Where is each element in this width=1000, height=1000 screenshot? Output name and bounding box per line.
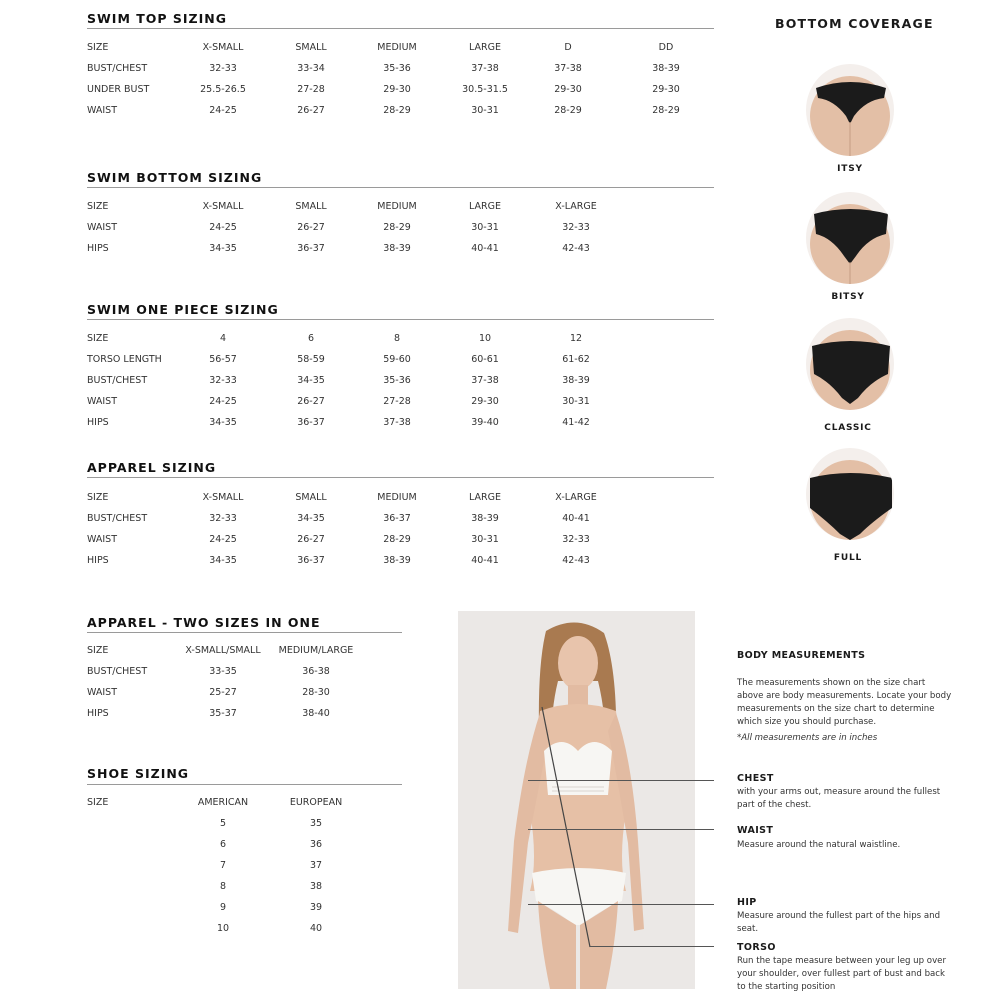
row-label: HIPS xyxy=(87,708,109,719)
table-cell: 30.5-31.5 xyxy=(462,84,508,95)
section-title: SWIM ONE PIECE SIZING xyxy=(87,302,279,317)
table-cell: 30-31 xyxy=(471,105,499,116)
section-title: SHOE SIZING xyxy=(87,766,190,781)
table-cell: 32-33 xyxy=(562,534,590,545)
row-label: TORSO LENGTH xyxy=(87,354,162,365)
table-cell: 36-37 xyxy=(383,513,411,524)
table-cell: 40-41 xyxy=(471,555,499,566)
table-cell: 35-36 xyxy=(383,375,411,386)
table-cell: 28-29 xyxy=(383,222,411,233)
classic-bottom-image xyxy=(806,318,894,410)
table-header-cell: AMERICAN xyxy=(197,797,249,808)
hip-text: Measure around the fullest part of the hips and seat. xyxy=(737,911,941,934)
table-cell: 36-37 xyxy=(297,417,325,428)
chest-pointer-line xyxy=(528,780,714,781)
table-header-cell: SMALL xyxy=(295,42,327,53)
row-label: BUST/CHEST xyxy=(87,375,148,386)
divider xyxy=(87,477,714,478)
table-cell: 32-33 xyxy=(562,222,590,233)
table-header-cell: SIZE xyxy=(87,492,109,503)
table-header-cell: X-LARGE xyxy=(555,492,597,503)
table-cell: 38-39 xyxy=(383,555,411,566)
table-cell: 6 xyxy=(219,839,227,850)
section-title: SWIM BOTTOM SIZING xyxy=(87,170,263,185)
table-cell: 38-39 xyxy=(562,375,590,386)
coverage-label: ITSY xyxy=(837,164,863,174)
table-cell: 29-30 xyxy=(383,84,411,95)
table-cell: 29-30 xyxy=(554,84,582,95)
table-cell: 32-33 xyxy=(209,513,237,524)
table-cell: 7 xyxy=(219,860,227,871)
chest-title: CHEST xyxy=(737,773,774,784)
table-header-cell: X-SMALL/SMALL xyxy=(185,645,261,656)
table-cell: 38 xyxy=(309,881,323,892)
table-cell: 28-30 xyxy=(302,687,330,698)
table-cell: 36-38 xyxy=(302,666,330,677)
itsy-bottom-image xyxy=(806,64,894,156)
table-cell: 26-27 xyxy=(297,396,325,407)
table-cell: 26-27 xyxy=(297,222,325,233)
table-cell: 59-60 xyxy=(383,354,411,365)
table-cell: 42-43 xyxy=(562,243,590,254)
row-label: WAIST xyxy=(87,105,118,116)
table-header-cell: MEDIUM xyxy=(377,42,417,53)
table-header-cell: LARGE xyxy=(469,492,501,503)
table-header-cell: D xyxy=(564,42,572,53)
section-title: APPAREL - TWO SIZES IN ONE xyxy=(87,615,321,630)
table-header-cell: 12 xyxy=(569,333,583,344)
table-cell: 29-30 xyxy=(471,396,499,407)
measurements-note: *All measurements are in inches xyxy=(737,733,878,743)
row-label: HIPS xyxy=(87,417,109,428)
table-cell: 30-31 xyxy=(471,222,499,233)
row-label: WAIST xyxy=(87,687,118,698)
table-header-cell: X-SMALL xyxy=(202,492,244,503)
table-cell: 27-28 xyxy=(383,396,411,407)
table-cell: 37-38 xyxy=(471,63,499,74)
row-label: BUST/CHEST xyxy=(87,666,148,677)
coverage-label: FULL xyxy=(833,553,863,563)
table-header-cell: MEDIUM/LARGE xyxy=(278,645,354,656)
table-header-cell: SMALL xyxy=(295,201,327,212)
table-cell: 25.5-26.5 xyxy=(200,84,246,95)
table-header-cell: MEDIUM xyxy=(377,201,417,212)
table-cell: 28-29 xyxy=(383,534,411,545)
table-cell: 24-25 xyxy=(209,396,237,407)
table-cell: 60-61 xyxy=(471,354,499,365)
divider xyxy=(87,187,714,188)
torso-text: Run the tape measure between your leg up over your shoulder, over fullest part of bust and back to the starting position xyxy=(737,956,946,992)
table-cell: 41-42 xyxy=(562,417,590,428)
table-header-cell: X-SMALL xyxy=(202,42,244,53)
divider xyxy=(87,784,402,785)
table-cell: 33-35 xyxy=(209,666,237,677)
table-cell: 38-39 xyxy=(383,243,411,254)
hip-title: HIP xyxy=(737,897,757,908)
table-header-cell: 4 xyxy=(219,333,227,344)
table-cell: 5 xyxy=(219,818,227,829)
table-cell: 58-59 xyxy=(297,354,325,365)
table-cell: 61-62 xyxy=(562,354,590,365)
row-label: BUST/CHEST xyxy=(87,63,148,74)
table-cell: 9 xyxy=(219,902,227,913)
table-cell: 34-35 xyxy=(209,243,237,254)
table-cell: 30-31 xyxy=(562,396,590,407)
table-cell: 40-41 xyxy=(471,243,499,254)
table-cell: 29-30 xyxy=(652,84,680,95)
table-header-cell: SMALL xyxy=(295,492,327,503)
table-cell: 36-37 xyxy=(297,243,325,254)
table-cell: 34-35 xyxy=(297,513,325,524)
table-cell: 40-41 xyxy=(562,513,590,524)
table-cell: 28-29 xyxy=(652,105,680,116)
row-label: WAIST xyxy=(87,222,118,233)
table-header-cell: LARGE xyxy=(469,42,501,53)
table-header-cell: LARGE xyxy=(469,201,501,212)
table-cell: 24-25 xyxy=(209,105,237,116)
table-cell: 35-36 xyxy=(383,63,411,74)
table-cell: 34-35 xyxy=(297,375,325,386)
torso-pointer-line xyxy=(590,946,714,947)
table-cell: 26-27 xyxy=(297,105,325,116)
table-header-cell: EUROPEAN xyxy=(289,797,343,808)
table-cell: 38-39 xyxy=(471,513,499,524)
table-cell: 37-38 xyxy=(471,375,499,386)
coverage-label: BITSY xyxy=(831,292,865,302)
model-measurement-photo xyxy=(458,611,695,989)
waist-title: WAIST xyxy=(737,825,774,836)
table-cell: 27-28 xyxy=(297,84,325,95)
hip-pointer-line xyxy=(528,904,714,905)
waist-text: Measure around the natural waistline. xyxy=(737,840,901,850)
row-label: WAIST xyxy=(87,534,118,545)
table-cell: 37 xyxy=(309,860,323,871)
table-header-cell: 10 xyxy=(478,333,492,344)
table-cell: 56-57 xyxy=(209,354,237,365)
coverage-label: CLASSIC xyxy=(824,423,872,433)
table-cell: 39 xyxy=(309,902,323,913)
table-cell: 24-25 xyxy=(209,222,237,233)
table-cell: 40 xyxy=(309,923,323,934)
table-header-cell: 6 xyxy=(307,333,315,344)
table-header-cell: SIZE xyxy=(87,333,109,344)
table-header-cell: MEDIUM xyxy=(377,492,417,503)
table-cell: 36-37 xyxy=(297,555,325,566)
table-cell: 28-29 xyxy=(383,105,411,116)
table-cell: 42-43 xyxy=(562,555,590,566)
table-cell: 26-27 xyxy=(297,534,325,545)
row-label: HIPS xyxy=(87,555,109,566)
section-title: SWIM TOP SIZING xyxy=(87,11,227,26)
table-header-cell: SIZE xyxy=(87,797,109,808)
table-header-cell: X-SMALL xyxy=(202,201,244,212)
table-header-cell: SIZE xyxy=(87,645,109,656)
table-cell: 35-37 xyxy=(209,708,237,719)
row-label: BUST/CHEST xyxy=(87,513,148,524)
section-title: APPAREL SIZING xyxy=(87,460,217,475)
waist-pointer-line xyxy=(528,829,714,830)
table-cell: 25-27 xyxy=(209,687,237,698)
table-header-cell: DD xyxy=(658,42,674,53)
table-cell: 33-34 xyxy=(297,63,325,74)
table-header-cell: X-LARGE xyxy=(555,201,597,212)
row-label: UNDER BUST xyxy=(87,84,150,95)
table-cell: 32-33 xyxy=(209,63,237,74)
divider xyxy=(87,632,402,633)
chest-text: with your arms out, measure around the fullest part of the chest. xyxy=(737,787,941,810)
measurements-title: BODY MEASUREMENTS xyxy=(737,650,866,661)
torso-title: TORSO xyxy=(737,942,776,953)
measurements-intro: The measurements shown on the size chart above are body measurements. Locate your body measurements on the size chart to determine which size you should purchase. xyxy=(737,678,952,727)
divider xyxy=(87,319,714,320)
table-cell: 35 xyxy=(309,818,323,829)
table-cell: 39-40 xyxy=(471,417,499,428)
table-cell: 37-38 xyxy=(554,63,582,74)
table-cell: 28-29 xyxy=(554,105,582,116)
table-cell: 24-25 xyxy=(209,534,237,545)
coverage-title: BOTTOM COVERAGE xyxy=(775,16,934,31)
table-header-cell: 8 xyxy=(393,333,401,344)
table-header-cell: SIZE xyxy=(87,201,109,212)
row-label: WAIST xyxy=(87,396,118,407)
divider xyxy=(87,28,714,29)
table-cell: 10 xyxy=(216,923,230,934)
bitsy-bottom-image xyxy=(806,192,894,284)
table-cell: 8 xyxy=(219,881,227,892)
table-cell: 34-35 xyxy=(209,555,237,566)
table-cell: 38-40 xyxy=(302,708,330,719)
table-cell: 32-33 xyxy=(209,375,237,386)
table-cell: 34-35 xyxy=(209,417,237,428)
table-cell: 37-38 xyxy=(383,417,411,428)
full-bottom-image xyxy=(806,448,894,540)
row-label: HIPS xyxy=(87,243,109,254)
table-cell: 30-31 xyxy=(471,534,499,545)
table-cell: 38-39 xyxy=(652,63,680,74)
table-cell: 36 xyxy=(309,839,323,850)
table-header-cell: SIZE xyxy=(87,42,109,53)
